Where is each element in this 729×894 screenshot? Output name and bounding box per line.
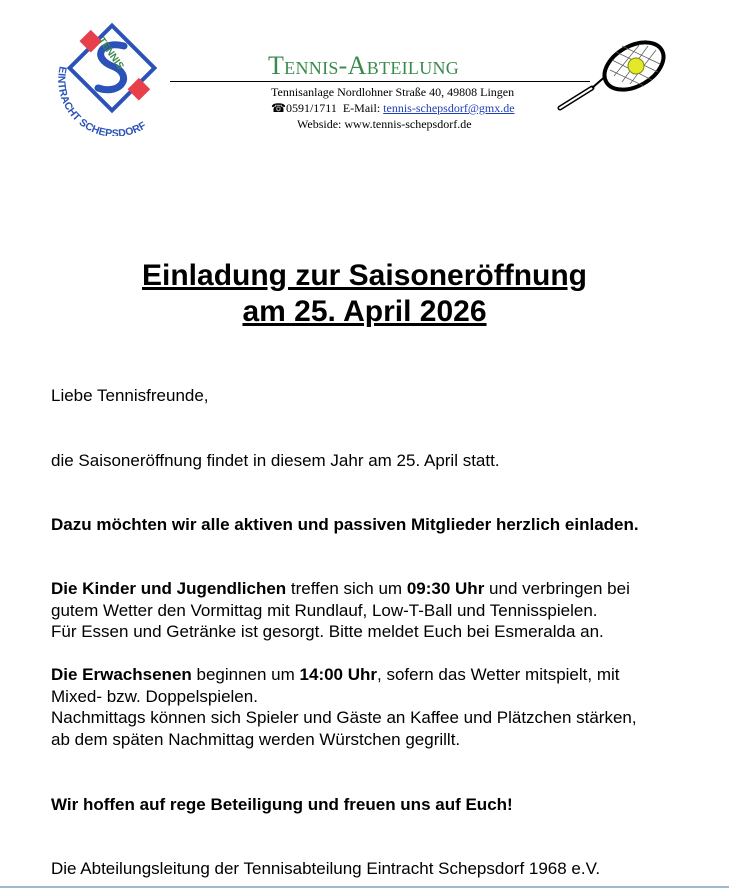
logo-club-text: EINTRACHT SCHEPSDORF — [55, 65, 149, 136]
kids-line3: Für Essen und Getränke ist gesorgt. Bitte meldet Euch bei Esmeralda an. — [51, 622, 604, 641]
header-phone: 0591/1711 — [285, 101, 337, 115]
adults-time: 14:00 Uhr — [299, 665, 378, 684]
header-website: Webside: www.tennis-schepsdorf.de — [297, 117, 472, 131]
kids-lead: Die Kinder und Jugendlichen — [51, 579, 287, 598]
adults-line3: Nachmittags können sich Spieler und Gäste an Kaffee und Plätzchen stärken, — [51, 708, 637, 727]
signature: Die Abteilungsleitung der Tennisabteilung Eintracht Schepsdorf 1968 e.V. — [51, 859, 601, 878]
intro-paragraph: die Saisoneröffnung findet in diesem Jahr am 25. April statt. — [51, 451, 500, 470]
header-divider — [170, 81, 590, 82]
adults-tail: , sofern das Wetter mitspielt, mit — [377, 665, 620, 684]
tennis-racket-icon — [552, 40, 672, 115]
kids-tail: und verbringen bei — [484, 579, 630, 598]
greeting: Liebe Tennisfreunde, — [51, 386, 209, 405]
email-label: E-Mail: — [342, 101, 381, 115]
adults-line4: ab dem späten Nachmittag werden Würstchen gegrillt. — [51, 729, 461, 749]
adults-mid: beginnen um — [191, 665, 300, 684]
club-logo — [52, 18, 172, 136]
page-bottom-rule — [0, 886, 729, 888]
adults-line1 — [51, 664, 711, 686]
document-title-line1: Einladung zur Saisoneröffnung — [142, 259, 587, 292]
kids-time: 09:30 Uhr — [406, 579, 485, 598]
header-contact-line — [271, 101, 515, 115]
document-title-line2: am 25. April 2026 — [242, 295, 487, 328]
closing-paragraph: Wir hoffen auf rege Beteiligung und freuen uns auf Euch! — [51, 795, 513, 814]
logo-tennis-text: TENNIS — [95, 35, 126, 72]
kids-line1 — [51, 578, 711, 600]
adults-line2: Mixed- bzw. Doppelspielen. — [51, 686, 258, 706]
kids-mid: treffen sich um — [286, 579, 407, 598]
header-address: Tennisanlage Nordlohner Straße 40, 49808 Lingen — [271, 85, 515, 99]
phone-icon: ☎ — [271, 101, 286, 115]
adults-lead: Die Erwachsenen — [51, 665, 192, 684]
kids-paragraph — [51, 578, 711, 643]
kids-line2: gutem Wetter den Vormittag mit Rundlauf, Low-T-Ball und Tennisspielen. — [51, 600, 598, 620]
email-link[interactable]: tennis-schepsdorf@gmx.de — [383, 101, 515, 115]
header-title: Tennis-Abteilung — [268, 51, 460, 80]
adults-paragraph — [51, 664, 711, 750]
invite-paragraph: Dazu möchten wir alle aktiven und passiven Mitglieder herzlich einladen. — [51, 515, 639, 534]
